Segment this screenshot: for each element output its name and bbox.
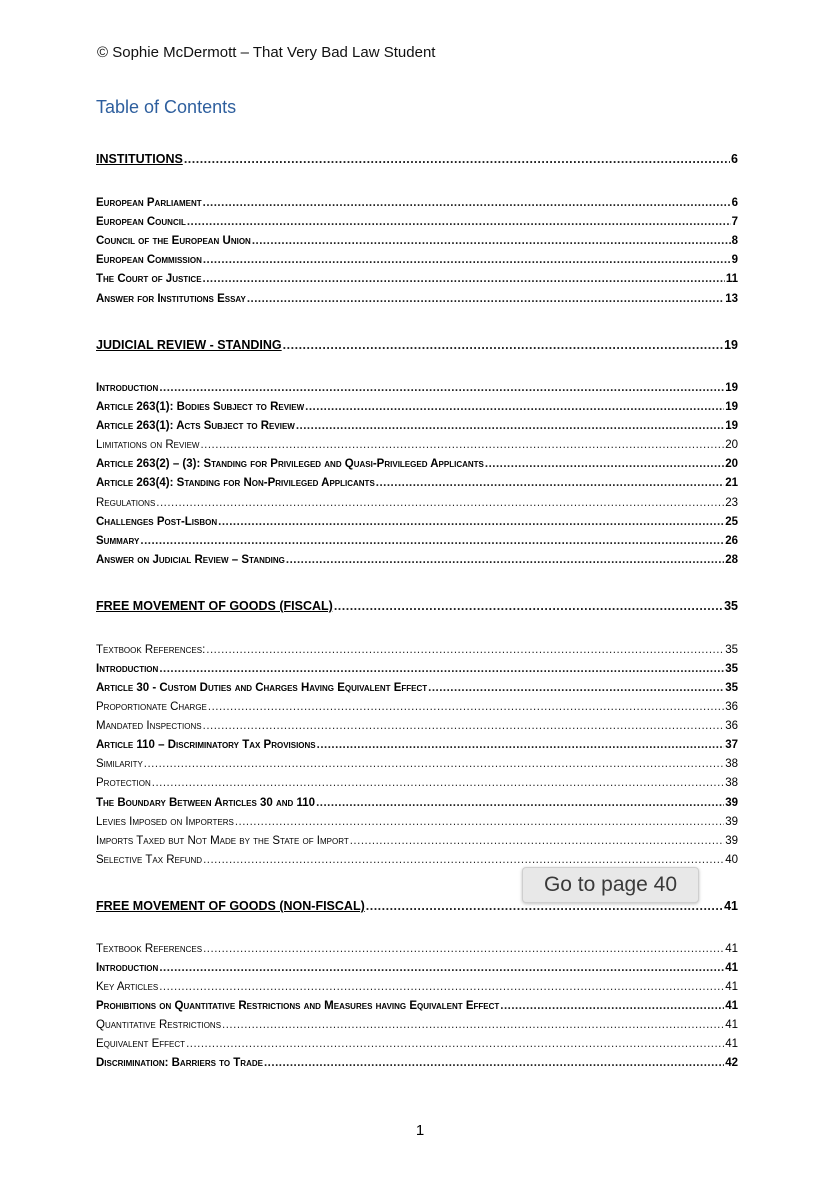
toc-entry[interactable]: Prohibitions on Quantitative Restrictions and Measures having Equivalent Effect ..... 41 (96, 999, 738, 1013)
toc-entry[interactable]: Council of the European Union ..... 8 (96, 234, 738, 248)
toc-entry[interactable]: Limitations on Review ..... 20 (96, 438, 738, 452)
toc-entry[interactable]: Article 263(1): Bodies Subject to Review ..... 19 (96, 400, 738, 414)
toc-entry[interactable]: JUDICIAL REVIEW - STANDING ..... 19 (96, 337, 738, 353)
toc-entry[interactable]: Quantitative Restrictions ..... 41 (96, 1018, 738, 1032)
go-to-page-button[interactable]: Go to page 40 (522, 867, 699, 903)
page-number: 1 (415, 1122, 425, 1139)
toc-entry[interactable]: Equivalent Effect ..... 41 (96, 1037, 738, 1051)
toc-entry[interactable]: The Court of Justice ..... 11 (96, 272, 738, 286)
toc-entry[interactable]: Mandated Inspections ..... 36 (96, 719, 738, 733)
toc-entry[interactable]: Summary ..... 26 (96, 534, 738, 548)
toc-entry[interactable]: Article 30 - Custom Duties and Charges Having Equivalent Effect ..... 35 (96, 681, 738, 695)
toc-entry[interactable]: Imports Taxed but Not Made by the State of Import ..... 39 (96, 834, 738, 848)
toc-entry[interactable]: Proportionate Charge ..... 36 (96, 700, 738, 714)
toc-entry[interactable]: Introduction ..... 41 (96, 961, 738, 975)
toc-entry[interactable]: Article 110 – Discriminatory Tax Provisions ..... 37 (96, 738, 738, 752)
toc-title: Table of Contents (96, 97, 237, 117)
toc-entry[interactable]: Article 263(4): Standing for Non-Privileged Applicants ..... 21 (96, 476, 738, 490)
toc-entry[interactable]: FREE MOVEMENT OF GOODS (FISCAL) ..... 35 (96, 598, 738, 614)
toc-entry[interactable]: Textbook References: ..... 35 (96, 643, 738, 657)
toc-entry[interactable]: Answer for Institutions Essay ..... 13 (96, 292, 738, 306)
toc-entry[interactable]: Key Articles ..... 41 (96, 980, 738, 994)
toc-entry[interactable]: Introduction ..... 35 (96, 662, 738, 676)
toc-entry[interactable]: Answer on Judicial Review – Standing ..... 28 (96, 553, 738, 567)
toc-entry[interactable]: Textbook References ..... 41 (96, 942, 738, 956)
toc-entry[interactable]: Discrimination: Barriers to Trade ..... 42 (96, 1056, 738, 1070)
toc-entry[interactable]: Similarity ..... 38 (96, 757, 738, 771)
toc-entry[interactable]: European Council ..... 7 (96, 215, 738, 229)
toc-entry[interactable]: European Parliament ..... 6 (96, 196, 738, 210)
toc-entry[interactable]: FREE MOVEMENT OF GOODS (NON-FISCAL) ..... 41 (96, 898, 738, 914)
toc-entry[interactable]: Regulations ..... 23 (96, 496, 738, 510)
document-header: © Sophie McDermott – That Very Bad Law Student (97, 44, 436, 61)
toc-entry[interactable]: INSTITUTIONS ..... 6 (96, 151, 738, 167)
toc-entry[interactable]: Selective Tax Refund ..... 40 (96, 853, 738, 867)
toc-entry[interactable]: Challenges Post-Lisbon ..... 25 (96, 515, 738, 529)
toc-entry[interactable]: European Commission ..... 9 (96, 253, 738, 267)
toc-entry[interactable]: Protection ..... 38 (96, 776, 738, 790)
toc-entry[interactable]: Levies Imposed on Importers ..... 39 (96, 815, 738, 829)
toc-entry[interactable]: The Boundary Between Articles 30 and 110 ..... 39 (96, 796, 738, 810)
toc-entry[interactable]: Article 263(1): Acts Subject to Review ..... 19 (96, 419, 738, 433)
toc-entry[interactable]: Introduction ..... 19 (96, 381, 738, 395)
toc-entry[interactable]: Article 263(2) – (3): Standing for Privileged and Quasi-Privileged Applicants ..... 20 (96, 457, 738, 471)
